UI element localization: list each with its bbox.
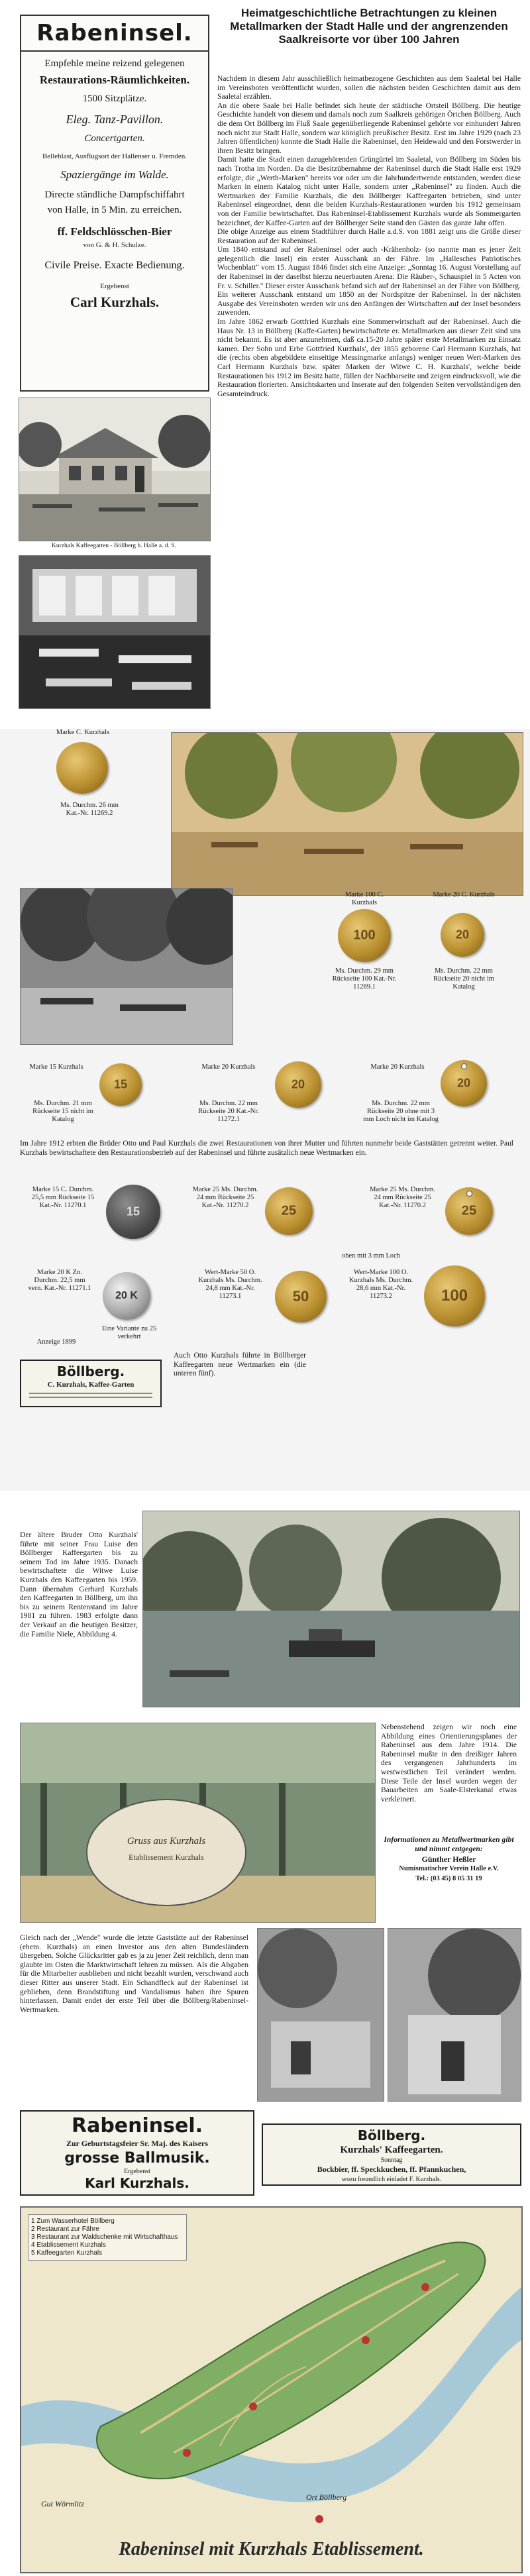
contact-tel: Tel.: (03 45) 8 05 31 19 bbox=[415, 1875, 482, 1882]
coin-marke-20-kurzhals-2: 20 bbox=[275, 1061, 321, 1108]
etablissement-postcard bbox=[20, 1723, 376, 1923]
interior-illustration bbox=[19, 556, 210, 708]
coin-details: Ms. Durchm. 26 mm Kat.-Nr. 11269.2 bbox=[60, 802, 119, 817]
trees-illustration bbox=[21, 888, 233, 1044]
ad-title: Böllberg. bbox=[357, 2127, 426, 2143]
coin-hole bbox=[466, 1191, 472, 1197]
photo-label: Etablissement Kurzhals bbox=[129, 1852, 204, 1862]
map-title: Rabeninsel mit Kurzhals Etablissement. bbox=[119, 2539, 424, 2559]
advertisement-1881 bbox=[20, 15, 209, 392]
postcard-label: Gruss aus Kurzhals bbox=[127, 1836, 206, 1847]
anzeige-fineprint bbox=[29, 1393, 152, 1394]
garden-photo-bw bbox=[20, 888, 233, 1045]
anzeige-1899 bbox=[20, 1360, 162, 1407]
coin-caption: Wert-Marke 100 O. Kurzhals Ms. Durchm. 28,6 mm Kat.-Nr. 11273.2 bbox=[348, 1269, 413, 1300]
ad-line: Ergebenst bbox=[124, 2168, 150, 2175]
ad-signature: Karl Kurzhals. bbox=[85, 2175, 189, 2191]
ad-rabeninsel-ball bbox=[20, 2110, 254, 2196]
ruin-illustration bbox=[258, 1929, 384, 2101]
ad-line: von Halle, in 5 Min. zu erreichen. bbox=[47, 205, 182, 215]
coin-hole bbox=[461, 1063, 467, 1069]
ruin-photo-1 bbox=[257, 1928, 384, 2102]
article-title: Heimatgeschichtliche Betrachtungen zu kleinen Metallmarken der Stadt Halle und der angrenzenden Saalkreisorte vor über 100 Jahren bbox=[230, 7, 508, 46]
ad-title: Rabeninsel. bbox=[71, 2114, 203, 2137]
coin-caption: Marke 15 Kurzhals bbox=[29, 1063, 83, 1071]
coin-details: Ms. Durchm. 21 mm Rückseite 15 nicht im Katalog bbox=[32, 1100, 93, 1123]
coin-details: Ms. Durchm. 29 mm Rückseite 100 Kat.-Nr. 11269.1 bbox=[332, 967, 397, 991]
coin-marke-25-with-hole: 25 bbox=[445, 1187, 493, 1235]
ruin-illustration-2 bbox=[388, 1929, 521, 2101]
garden-postcard bbox=[171, 732, 523, 896]
article-paragraph: Nachdem in diesem Jahr ausschließlich heimatbezogene Geschichten aus dem Saaletal bei Halle im Vereinsboten veröffentlicht wurden, sollen die nächsten beiden Geschichten damit aus dem Saaletal erzählen. bbox=[217, 74, 521, 101]
garden-illustration bbox=[172, 733, 523, 895]
coin-caption: Wert-Marke 50 O. Kurzhals Ms. Durchm. 24,8 mm Kat.-Nr. 11273.1 bbox=[198, 1269, 262, 1300]
coin-details: Ms. Durchm. 22 mm Rückseite 20 nicht im Katalog bbox=[433, 967, 494, 991]
anzeige-title: Böllberg. bbox=[56, 1364, 125, 1379]
coin-marke-20-k: 20 K bbox=[103, 1272, 150, 1320]
ad-line: Civile Preise. Exacte Bedienung. bbox=[44, 260, 185, 271]
coin-marke-20-kurzhals: 20 bbox=[441, 913, 484, 957]
coin-caption: Marke 20 Kurzhals bbox=[370, 1063, 425, 1071]
ad-signature: Carl Kurzhals. bbox=[70, 294, 160, 310]
hall-illustration bbox=[21, 1723, 375, 1922]
page3-bottom-text: Gleich nach der „Wende" wurde die letzte Gaststätte auf der Rabeninsel (ehem. Kurzhals) an einen Investor aus den alten Bundesländern übergeben. Solche Glücksritter gab es ja zu jener Zeit reichlich, denn man glaubte im Osten die Marktwirtschaft lehren zu müssen. Als die Abgaben für die Mitarbeiter ausblieben und nicht bezahlt wurden, verschwand auch dieser Ritter aus unserer Stadt. Ein Schandfleck auf der Rabeninsel ist geblieben, denn Brandstiftung und Vandalismus haben ihre Spuren hinterlassen. Damit endet der erste Teil über die Böllberg/Rabeninsel-Wertmarken. bbox=[20, 1933, 248, 2014]
building-illustration bbox=[19, 398, 210, 541]
page3-right-text: Nebenstehend zeigen wir noch eine Abbildung eines Orientierungsplanes der Rabeninsel aus dem Jahre 1914. Die Rabeninsel mußte in den dreißiger Jahren des vergangenen Jahrhunderts im westwestlichen Teil verändert werden. Diese Teile der Insel wurden wegen der Bauarbeiten am Saale-Elsterkanal etwas verkleinert. bbox=[381, 1723, 517, 1803]
ad-line: ff. Feldschlösschen-Bier bbox=[57, 225, 172, 238]
legend-item: 2 Restaurant zur Fähre bbox=[31, 2226, 99, 2233]
contact-org: Numismatischer Verein Halle e.V. bbox=[399, 1865, 499, 1872]
coin-caption: Marke 20 Kurzhals bbox=[201, 1063, 256, 1071]
coin-marke-15-kurzhals: 15 bbox=[99, 1063, 142, 1106]
article-paragraph: Um 1840 entstand auf der Rabeninsel oder auch -Krähenholz- (so nannte man es jener Zeit gelegentlich die Insel) ein erster Ausschank an der Fähre. Im „Hallesches Patriotisches Wochenblatt" vom 15. August 1846 findet sich eine Anzeige: „Sonntag 16. August Vorstellung auf der Rabeninsel in der daselbst hierzu neuerbauten Arena: Die Räuber-, Schauspiel in 5 Acten von Fr. v. Schiller." Dieser erster Ausschank befand sich auf der Rabeninsel an der Fähre von Böllberg. Ein weiterer Ausschank entstand um 1850 an der Nordspitze der Rabeninsel. In der nächsten Ausgabe des Vereinsboten werden wir uns den Anfängen der Wirtschaften auf der Insel besonders zuwenden. bbox=[217, 245, 521, 317]
article-paragraph: Die obige Anzeige aus einem Stadtführer durch Halle a.d.S. von 1881 zeigt uns die Größe dieser Restauration auf der Rabeninsel. bbox=[217, 227, 521, 245]
map-legend bbox=[28, 2214, 187, 2261]
coin-marke-15-dark: 15 bbox=[106, 1185, 160, 1239]
ad-line: Bockbier, ff. Speckkuchen, ff. Pfannkuchen, bbox=[317, 2165, 466, 2174]
ad-line: grosse Ballmusik. bbox=[64, 2150, 210, 2167]
coin-caption: Marke 25 Ms. Durchm. 24 mm Rückseite 25 Kat.-Nr. 11270.2 bbox=[192, 1186, 258, 1209]
anzeige-label: Anzeige 1899 bbox=[36, 1338, 76, 1346]
ruin-photo-2 bbox=[388, 1928, 521, 2102]
ad-title: Rabeninsel. bbox=[21, 20, 208, 52]
ad-line: Restaurations-Räumlichkeiten. bbox=[39, 74, 190, 86]
contact-name: Günther Heßler bbox=[421, 1854, 476, 1864]
legend-item: 3 Restaurant zur Waldschenke mit Wirtschafthaus bbox=[31, 2233, 178, 2241]
page-3 bbox=[0, 1504, 530, 2576]
page-2 bbox=[0, 729, 530, 1491]
ad-line: Belleblast, Ausflugsort der Hallenser u. Fremden. bbox=[42, 152, 187, 160]
interior-photo bbox=[19, 555, 211, 709]
coin-details: Ms. Durchm. 22 mm Rückseite 20 Kat.-Nr. 11272.1 bbox=[198, 1100, 259, 1123]
ad-line: Zur Geburtstagsfeier Sr. Maj. des Kaisers bbox=[66, 2139, 209, 2148]
coin-caption: Marke 20 C. Kurzhals bbox=[433, 891, 495, 898]
ad-line: 1500 Sitzplätze. bbox=[82, 93, 147, 104]
page3-left-text: Der ältere Bruder Otto Kurzhals' führte mit seiner Frau Luise den Böllberger Kaffeegarten bis zu seinem Tod im Jahre 1935. Danach bewirtschaftete die Witwe Luise Kurzhals den Kaffeegarten bis 1959. Dann übernahm Gerhard Kurzhals den Kaffeegarten in Böllberg, um ihn bis zu seinem Rentenstand im Jahre 1981 zu führen. 1983 erfolgte dann der Verkauf an die heutigen Besitzer, die Familie Niele, Abbildung 4. bbox=[20, 1530, 138, 1638]
coin-caption: Marke 15 C. Durchm. 25,5 mm Rückseite 15 Kat.-Nr. 11270.1 bbox=[31, 1186, 95, 1209]
ad-line: Kurzhals' Kaffeegarten. bbox=[340, 2145, 443, 2155]
article-paragraph: Damit hatte die Stadt einen dazugehörenden Grüngürtel im Saaletal, von Böllberg im Süden bis nach Trotha im Norden. Da die Besitzübernahme der Rabeninsel durch die Stadt Halle erst 1929 erfolgte, die „Werth-Marken" bereits vor oder um die Jahrhundertwende entstanden, werden diese Marken in einem Katalog nicht unter Halle, sondern unter „Rabeninsel" zu finden. Auch die Wertmarken der Familie Kurzhals, die den Böllberger Kaffeegarten betrieben, sind unter Rabeninsel eingeordnet, denn die beiden Kurzhals-Restaurationen wurden bis 1912 gemeinsam von der Familie bewirtschaftet. Das Rabeninsel-Etablissement Kurzhals wurde als Sommergarten bezeichnet, der Kaffee-Garten auf der Böllberger Seite stand den Gästen das ganze Jahr offen. bbox=[217, 155, 521, 227]
ad-line: wozu freundlich einladet F. Kurzhals. bbox=[341, 2176, 442, 2183]
ad-line: Concertgarten. bbox=[84, 133, 145, 144]
article-body bbox=[217, 74, 521, 398]
island-map bbox=[21, 2208, 521, 2572]
coin-caption: Marke C. Kurzhals bbox=[56, 729, 110, 736]
river-postcard bbox=[142, 1511, 520, 1707]
wertmarke-50-kurzhals: 50 bbox=[275, 1271, 327, 1322]
map-label: Ort Böllberg bbox=[306, 2493, 347, 2502]
coin-marke-25: 25 bbox=[265, 1187, 313, 1235]
kaffeegarten-photo bbox=[19, 398, 211, 541]
coin-caption: Marke 100 C. Kurzhals bbox=[344, 891, 384, 906]
coin-details: oben mit 3 mm Loch bbox=[341, 1252, 401, 1260]
ad-line: von G. & H. Schulze. bbox=[83, 241, 146, 249]
article-paragraph: Im Jahre 1862 erwarb Gottfried Kurzhals eine Sommerwirtschaft auf der Rabeninsel. Auch die Haus Nr. 13 in Böllberg (Kaffe-Garten) bewirtschaftete er. Metallmarken aus dieser Zeit sind uns nicht bekannt. Es ist aber anzunehmen, daß ca.15-20 Jahre später erste Metallmarken zu Einsatz kamen. Der Sohn und Erbe Gottfried Kurzhals', der 1855 geborene Carl Hermann Kurzhals, hat die (rechts oben abgebildete einseitige Messingmarke anfangs) weniger neuen Wert-Marken des Carl Hermann Kurzhals bzw. später Marken der Witwe C. H. Kurzhals', welche beide Restaurationen bis 1912 im Besitz hatte, füllen der Nachbarseite und zeigen eindrucksvoll, wie die Restauration florierten. Ansichtskarten und Inserate auf den folgenden Seiten vervollständigen den Gesamteindruck. bbox=[217, 317, 521, 398]
legend-item: 1 Zum Wasserhotel Böllberg bbox=[31, 2218, 115, 2225]
rabeninsel-map bbox=[20, 2206, 523, 2573]
coin-marke-100-kurzhals: 100 bbox=[338, 909, 391, 962]
info-text: Informationen zu Metallwertmarken gibt und nimmt entgegen: bbox=[384, 1835, 514, 1853]
coin-details: Ms. Durchm. 22 mm Rückseite 20 ohne mit 3 mm Loch nicht im Katalog bbox=[363, 1100, 439, 1123]
page-1 bbox=[0, 0, 530, 716]
ad-line: Ergebenst bbox=[100, 282, 129, 290]
map-label: Gut Wörmlitz bbox=[41, 2499, 85, 2508]
coin-caption: Marke 20 K Zn. Durchm. 22,5 mm vern. Kat.-Nr. 11271.1 bbox=[28, 1269, 91, 1292]
article-paragraph: An die obere Saale bei Halle befindet sich heute der städtische Ortsteil Böllberg. Die heutige Geschichte handelt von diesem und damals noch zum Saalkreis gehörigen Örtchen Böllberg. Auch die dem Ort Böllberg im Fluß Saale gegenüberliegende Rabeninsel gehörte vor einhundert Jahren noch nicht zur Stadt Halle, sondern war königlich preußischer Besitz. Erst im Jahre 1929 (nach 23 Jahren öffentlichen) konnte die Stadt Halle die Rabeninsel, den Heidewald und den Forstwerder in ihren Besitz bringen. bbox=[217, 101, 521, 155]
coin-marke-c-kurzhals bbox=[56, 742, 108, 794]
legend-item: 4 Etablissement Kurzhals bbox=[31, 2241, 106, 2249]
river-illustration bbox=[143, 1511, 519, 1707]
ad-line: Spaziergänge im Walde. bbox=[60, 168, 169, 181]
coin-caption: Marke 25 Ms. Durchm. 24 mm Rückseite 25 Kat.-Nr. 11270.2 bbox=[370, 1186, 435, 1209]
otto-text: Auch Otto Kurzhals führte in Böllberger Kaffeegarten neue Wertmarken ein (die unteren fünf). bbox=[174, 1352, 306, 1378]
ad-line: Sonntag bbox=[380, 2157, 403, 2164]
mid-text: Im Jahre 1912 erbten die Brüder Otto und Paul Kurzhals die zwei Restaurationen von ihrer Mutter und führten nunmehr beide Gaststätten getrennt weiter. Paul Kurzhals bewirtschaftete den Restaurationsbetrieb auf der Rabeninsel und führte zusätzlich neue Wertmarken ein. bbox=[20, 1140, 513, 1157]
ad-boellberg-kaffeegarten bbox=[262, 2123, 521, 2186]
anzeige-sub: C. Kurzhals, Kaffee-Garten bbox=[47, 1381, 134, 1389]
anzeige-fineprint bbox=[29, 1397, 152, 1398]
coin-marke-20-with-hole: 20 bbox=[441, 1060, 487, 1106]
ad-line: Empfehle meine reizend gelegenen bbox=[44, 58, 185, 69]
coin-details: Eine Variante zu 25 verkehrt bbox=[101, 1325, 157, 1340]
ad-line: Directe ständliche Dampfschiffahrt bbox=[44, 189, 185, 200]
photo-caption: Kurzhals Kaffeegarten - Böllberg b. Halle a. d. S. bbox=[51, 543, 176, 549]
legend-item: 5 Kaffeegarten Kurzhals bbox=[31, 2249, 103, 2257]
ad-line: Eleg. Tanz-Pavillon. bbox=[66, 113, 164, 126]
wertmarke-100-kurzhals: 100 bbox=[424, 1265, 485, 1326]
